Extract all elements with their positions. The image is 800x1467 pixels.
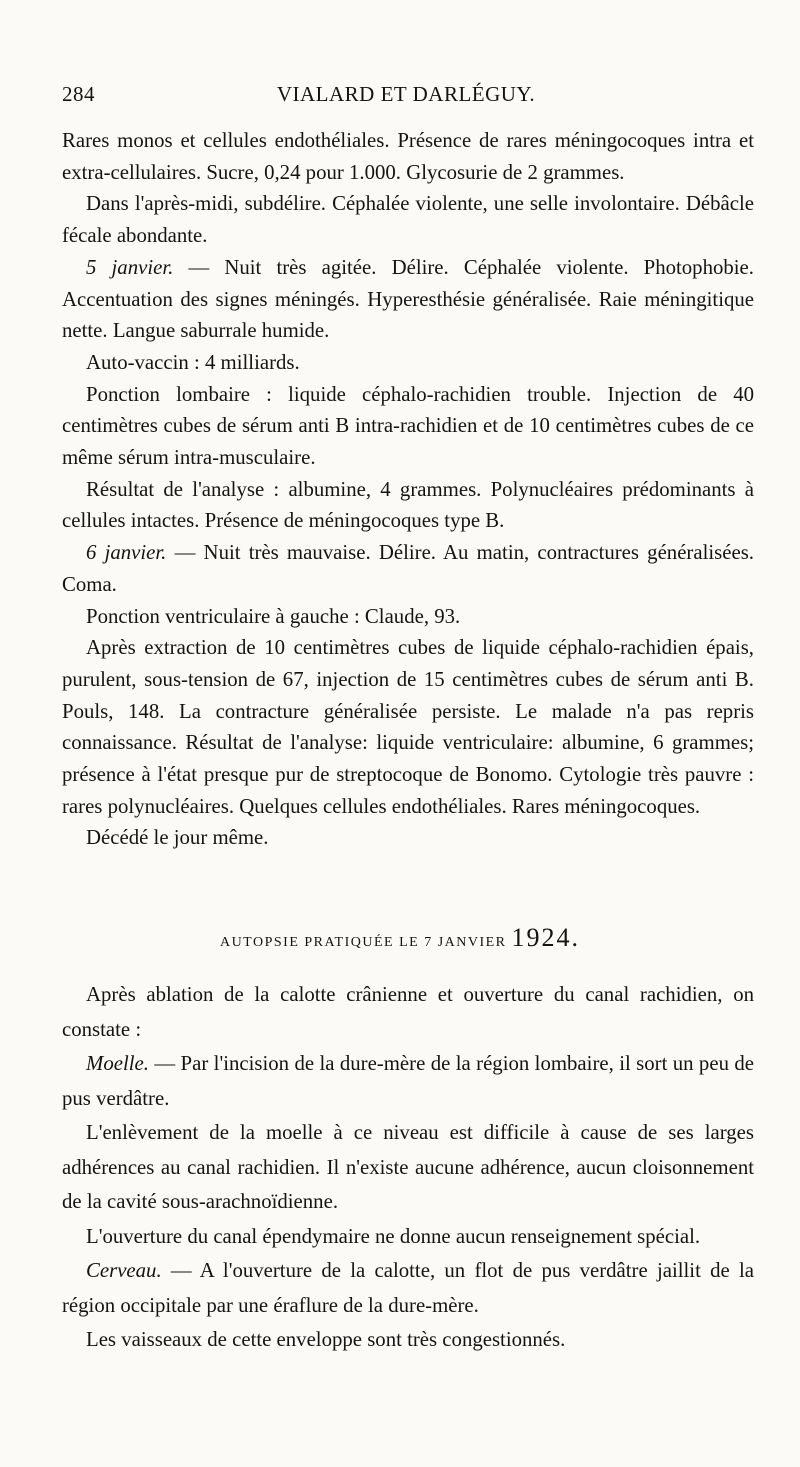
running-header <box>62 82 750 112</box>
date-label: 5 janvier. <box>86 255 174 279</box>
paragraph: L'enlèvement de la moelle à ce niveau est difficile à cause de ses larges adhérences au canal rachidien. Il n'existe aucune adhérence, aucun cloisonnement de la cavité sous-arachnoïdienne. <box>62 1121 754 1213</box>
paragraph: Après ablation de la calotte crânienne et ouverture du canal rachidien, on constate : <box>62 983 754 1041</box>
section-heading-text: AUTOPSIE PRATIQUÉE LE 7 JANVIER <box>219 935 512 950</box>
paragraph-text: — Nuit très mauvaise. Délire. Au matin, contractures généralisées. Coma. <box>62 541 754 596</box>
paragraph-text: — Par l'incision de la dure-mère de la région lombaire, il sort un peu de pus verdâtre. <box>62 1052 754 1110</box>
paragraph <box>62 537 754 600</box>
paragraph: Ponction lombaire : liquide céphalo-rachidien trouble. Injection de 40 centimètres cubes de sérum anti B intra-rachidien et de 10 centimètres cubes de ce même sérum intra-musculaire. <box>62 382 754 470</box>
paragraph <box>62 1047 754 1116</box>
paragraph: Dans l'après-midi, subdélire. Céphalée violente, une selle involontaire. Débâcle fécale abondante. <box>62 192 754 248</box>
paragraph: Auto-vaccin : 4 milliards. <box>86 350 300 374</box>
paragraph: Décédé le jour même. <box>86 826 269 850</box>
organ-label: Moelle. <box>86 1052 149 1075</box>
paragraph: Les vaisseaux de cette enveloppe sont très congestionnés. <box>86 1328 566 1351</box>
paragraph: Résultat de l'analyse : albumine, 4 grammes. Polynucléaires prédominants à cellules intactes. Présence de méningocoques type B. <box>62 477 754 533</box>
section-heading <box>0 923 800 953</box>
page-number: 284 <box>62 82 95 106</box>
date-label: 6 janvier. <box>86 541 167 565</box>
running-title: VIALARD ET DARLÉGUY. <box>276 82 536 106</box>
organ-label: Cerveau. <box>86 1259 162 1282</box>
section-heading-year: 1924. <box>511 923 581 952</box>
clinical-notes <box>62 125 754 854</box>
paragraph <box>62 252 754 347</box>
paragraph-text: — Nuit très agitée. Délire. Céphalée violente. Photophobie. Accentuation des signes méningés. Hyperesthésie généralisée. Raie méningitique nette. Langue saburrale humide. <box>62 255 754 343</box>
paragraph: Ponction ventriculaire à gauche : Claude, 93. <box>86 604 461 628</box>
paragraph: Après extraction de 10 centimètres cubes de liquide céphalo-rachidien épais, purulent, sous-tension de 67, injection de 15 centimètres cubes de sérum anti B. Pouls, 148. La contracture généralisée persiste. Le malade n'a pas repris connaissance. Résultat de l'analyse: liquide ventriculaire: albumine, 6 grammes; présence à l'état presque pur de streptocoque de Bonomo. Cytologie très pauvre : rares polynucléaires. Quelques cellules endothéliales. Rares méningocoques. <box>62 636 754 818</box>
paragraph-text: — A l'ouverture de la calotte, un flot de pus verdâtre jaillit de la région occipitale par une éraflure de la dure-mère. <box>62 1259 754 1317</box>
autopsy-notes <box>62 978 754 1358</box>
paragraph: L'ouverture du canal épendymaire ne donne aucun renseignement spécial. <box>86 1224 701 1248</box>
paragraph: Rares monos et cellules endothéliales. Présence de rares méningocoques intra et extra-cellulaires. Sucre, 0,24 pour 1.000. Glycosurie de 2 grammes. <box>62 129 754 184</box>
paragraph <box>62 1254 754 1323</box>
